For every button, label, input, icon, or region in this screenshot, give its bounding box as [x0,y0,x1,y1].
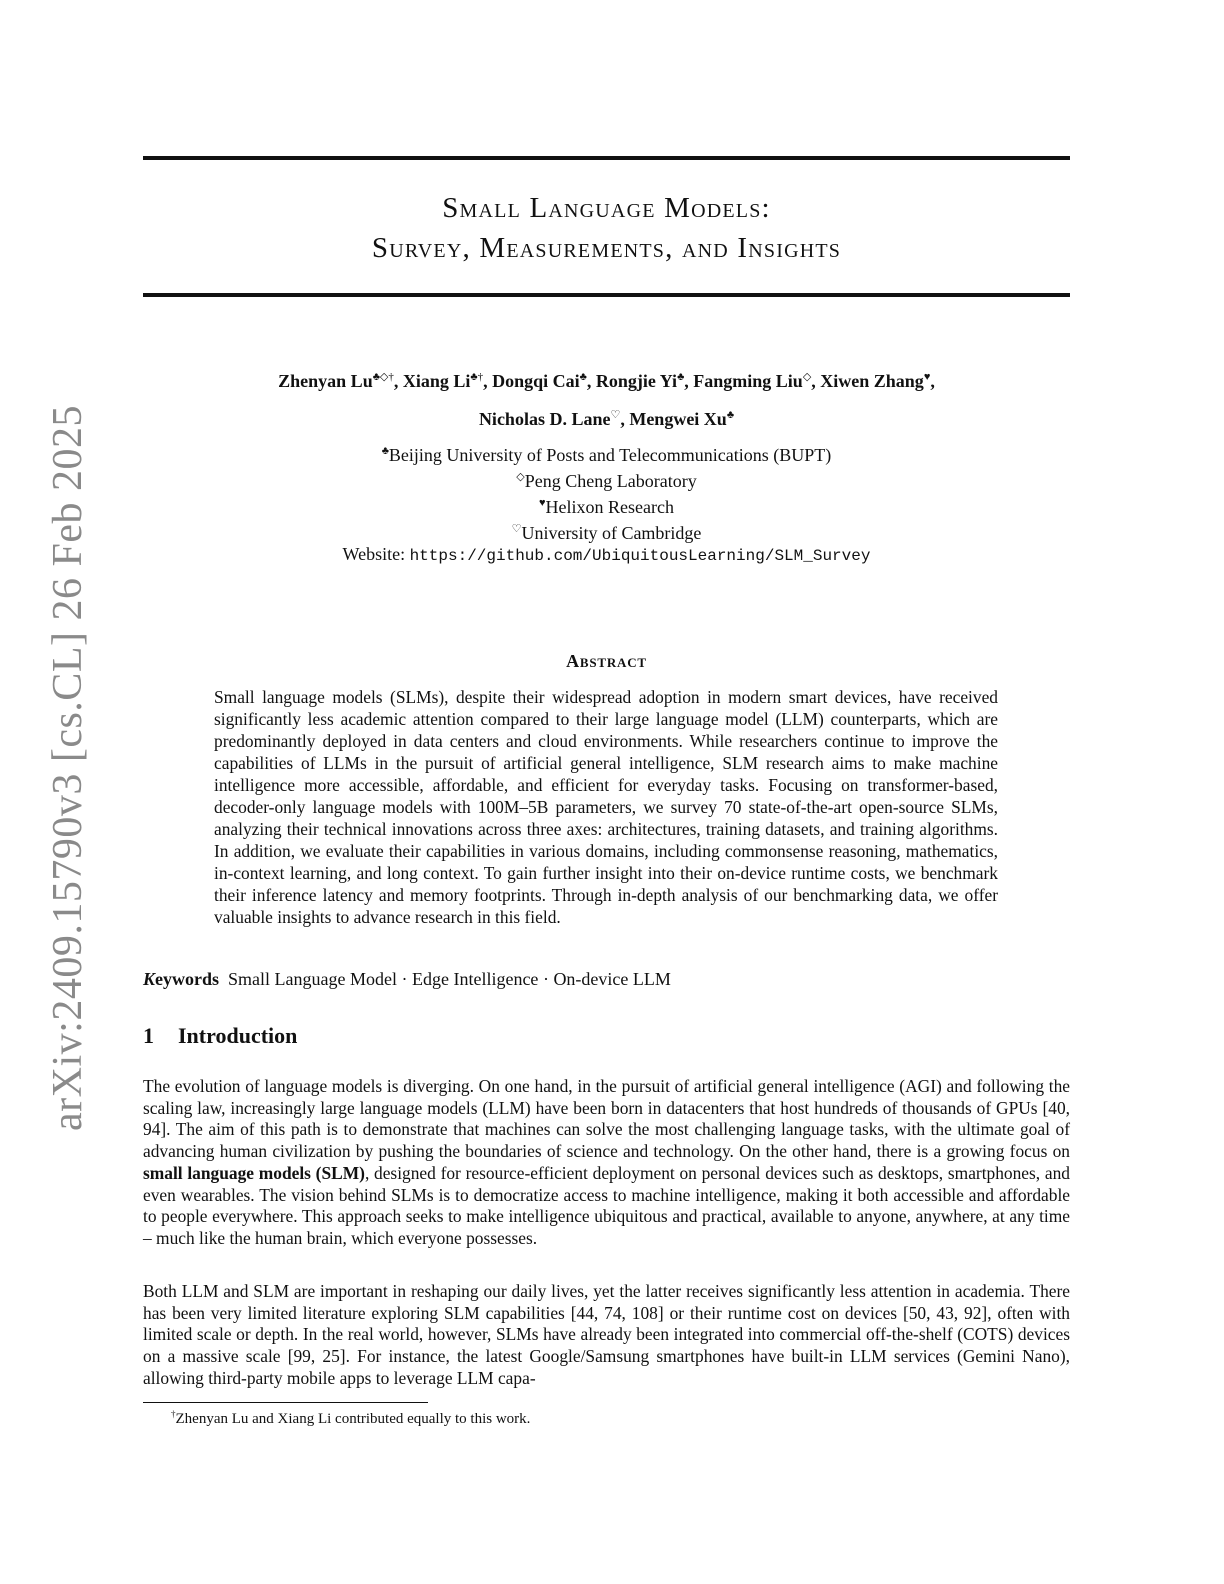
section-heading [143,1023,297,1049]
author-name: Nicholas D. Lane [478,409,611,429]
author-name: Rongjie Yi [595,371,678,391]
keywords-label [143,969,219,989]
keyword: Edge Intelligence [411,969,539,989]
keyword-separator: · [396,969,412,989]
author-name: Mengwei Xu [629,409,727,429]
title-line-2: Survey, Measurements, and Insights [371,232,842,264]
author-marks: ♡ [610,409,621,421]
section-title: Introduction [178,1023,298,1048]
affiliation [143,440,1070,466]
author-marks: ♥ [923,371,931,383]
affiliation [143,518,1070,544]
author-list [143,360,1070,436]
affiliation-mark: ♣ [381,445,389,457]
intro-paragraph-1 [143,1076,1070,1250]
author-marks: ♣ [677,371,685,383]
keywords-line [143,969,1070,990]
website-label: Website: [342,544,406,564]
website-link[interactable]: https://github.com/UbiquitousLearning/SLM_Survey [409,547,871,565]
title-rule-top [143,156,1070,160]
author-name: Fangming Liu [693,371,803,391]
paragraph-text: The evolution of language models is diverging. On one hand, in the pursuit of artificial general intelligence (AGI) and following the scaling law, increasingly large language models (LLM) have been born in datacenters that host hundreds of thousands of GPUs [40, 94]. The aim of this path is to demonstrate that machines can solve the most challenging language tasks, with the ultimate goal of advancing human civilization by pushing the boundaries of science and technology. On the other hand, there is a growing focus on [143,1076,1070,1162]
footnote-text: Zhenyan Lu and Xiang Li contributed equally to this work. [175,1411,531,1427]
keyword-separator: · [538,969,554,989]
author-name: Zhenyan Lu [278,371,373,391]
author-name: Dongqi Cai [492,371,580,391]
keyword: On-device LLM [553,969,671,989]
affiliation [143,466,1070,492]
author-line-1: Zhenyan Lu♣◇†, Xiang Li♣†, Dongqi Cai♣, Rongjie Yi♣, Fangming Liu◇, Xiwen Zhang♥, [278,371,935,391]
title-line-1: Small Language Models: [442,192,771,224]
section-number: 1 [143,1023,154,1048]
footnote-rule [143,1402,428,1403]
author-marks: ◇ [802,371,812,383]
affiliation-list [143,440,1070,544]
footnote-mark: † [171,1409,176,1419]
arxiv-stamp-text: arXiv:2409.15790v3 [cs.CL] 26 Feb 2025 [45,405,91,1131]
author-marks: ♣◇† [372,371,394,383]
affiliation-name: University of Cambridge [521,523,702,543]
affiliation-name: Beijing University of Posts and Telecommunications (BUPT) [388,445,832,465]
affiliation-name: Peng Cheng Laboratory [524,471,697,491]
author-name: Xiwen Zhang [820,371,924,391]
keywords-label-initial: K [143,969,156,989]
affiliation-mark: ♥ [539,497,546,509]
abstract-heading: Abstract [566,651,647,671]
paragraph-text: , designed for resource-efficient deployment on personal devices such as desktops, smartphones, and even wearables. The vision behind SLMs is to democratize access to machine intelligence, making it both accessible and affordable to people everywhere. This approach seeks to make intelligence ubiquitous and practical, available to anyone, anywhere, at any time – much like the human brain, which everyone possesses. [143,1162,1070,1248]
abstract-text: Small language models (SLMs), despite their widespread adoption in modern smart devices, have received significantly less academic attention compared to their large language model (LLM) counterparts, which are predominantly deployed in data centers and cloud environments. While researchers continue to improve the capabilities of LLMs in the pursuit of artificial general intelligence, SLM research aims to make machine intelligence more accessible, affordable, and efficient for everyday tasks. Focusing on transformer-based, decoder-only language models with 100M–5B parameters, we survey 70 state-of-the-art open-source SLMs, analyzing their technical innovations across three axes: architectures, training datasets, and training algorithms. In addition, we evaluate their capabilities in various domains, including commonsense reasoning, mathematics, in-context learning, and long context. To gain further insight into their on-device runtime costs, we benchmark their inference latency and memory footprints. Through in-depth analysis of our benchmarking data, we offer valuable insights to advance research in this field. [214,687,998,927]
affiliation-mark: ◇ [516,471,525,483]
keywords-label-rest: eywords [155,969,220,989]
keyword: Small Language Model [228,969,397,989]
author-marks: ♣† [470,371,484,383]
website-line [143,544,1070,565]
intro-paragraph-2: Both LLM and SLM are important in reshaping our daily lives, yet the latter receives significantly less attention in academia. There has been very limited literature exploring SLM capabilities [44, 74, 108] or their runtime cost on devices [50, 43, 92], often with limited scale or depth. In the real world, however, SLMs have already been integrated into commercial off-the-shelf (COTS) devices on a massive scale [99, 25]. For instance, the latest Google/Samsung smartphones have built-in LLM services (Gemini Nano), allowing third-party mobile apps to leverage LLM capa- [143,1281,1070,1388]
author-marks: ♣ [726,409,735,421]
footnote [171,1409,530,1428]
affiliation-name: Helixon Research [545,497,674,517]
author-line-2: Nicholas D. Lane♡, Mengwei Xu♣ [478,409,735,429]
title-rule-bottom [143,293,1070,297]
author-marks: ♣ [579,371,587,383]
affiliation-mark: ♡ [511,523,522,535]
paragraph-emphasis: small language models (SLM) [143,1162,365,1183]
paper-title [143,188,1070,268]
author-name: Xiang Li [402,371,471,391]
affiliation [143,492,1070,518]
